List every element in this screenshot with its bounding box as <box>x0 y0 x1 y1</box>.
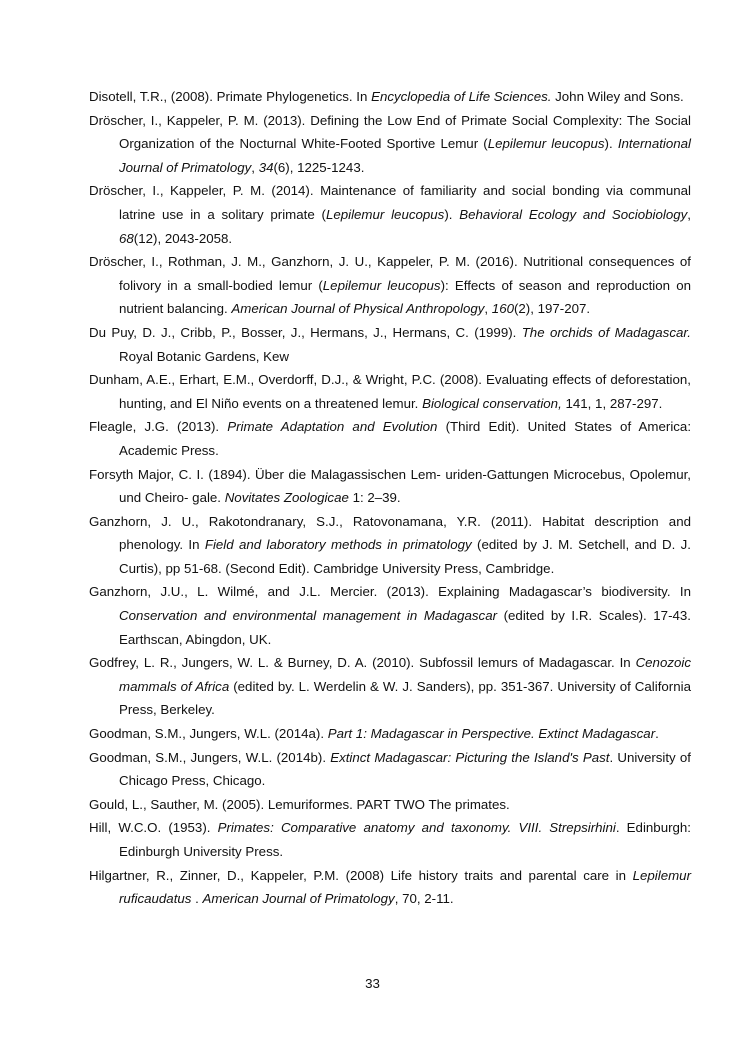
reference-entry <box>89 722 691 746</box>
reference-list <box>89 85 691 911</box>
reference-italic-text: Lepilemur leucopus <box>322 277 441 293</box>
reference-italic-text: Lepilemur leucopus <box>325 206 445 222</box>
reference-text: Disotell, T.R., (2008). Primate Phylogenetics. In <box>89 89 372 104</box>
reference-text: . Edinburgh: Edinburgh University Press. <box>119 820 691 859</box>
reference-text: Du Puy, D. J., Cribb, P., Bosser, J., Hermans, J., Hermans, C. (1999). <box>89 324 522 340</box>
reference-italic-text: Encyclopedia of Life Sciences. <box>371 89 552 104</box>
reference-italic-text: Extinct Madagascar: Picturing the Island's Past <box>330 749 610 765</box>
reference-text: John Wiley and Sons. <box>551 89 684 104</box>
reference-entry <box>89 85 691 109</box>
reference-italic-text: The orchids of Madagascar. <box>521 324 691 340</box>
reference-text: Hill, W.C.O. (1953). <box>89 820 218 836</box>
reference-entry <box>89 179 691 250</box>
reference-text: Dröscher, I., Kappeler, P. M. (2013). Defining the Low End of Primate Social Complexity: The Social Organization of the Nocturnal White-Footed Sportive Lemur ( <box>89 112 691 152</box>
reference-text: ). <box>604 136 618 152</box>
reference-text: Hilgartner, R., Zinner, D., Kappeler, P.M. (2008) Life history traits and parental care in <box>89 867 633 883</box>
reference-text: (6), 1225-1243. <box>273 159 365 175</box>
reference-text: Dröscher, I., Kappeler, P. M. (2014). Maintenance of familiarity and social bonding via communal latrine use in a solitary primate ( <box>89 183 691 222</box>
reference-text: (2), 197-207. <box>513 301 591 317</box>
reference-entry <box>89 864 691 911</box>
reference-entry <box>89 651 691 722</box>
reference-italic-text: American Journal of Physical Anthropology <box>231 301 485 317</box>
reference-text: ): Effects of season and reproduction on nutrient balancing. <box>119 277 691 317</box>
reference-entry <box>89 580 691 651</box>
reference-text: , <box>484 301 492 317</box>
reference-italic-text: Part 1: Madagascar in Perspective. Extinct Madagascar <box>327 726 656 742</box>
reference-italic-text: International Journal of Primatology <box>119 136 691 175</box>
reference-italic-text: Field and laboratory methods in primatology <box>204 537 472 553</box>
reference-text: Royal Botanic Gardens, Kew <box>119 348 289 364</box>
reference-text: Goodman, S.M., Jungers, W.L. (2014b). <box>89 749 331 765</box>
reference-text: Forsyth Major, C. I. (1894). Über die Malagassischen Lem- uriden-Gattungen Microcebus, Opolemur, und Cheiro- gale. <box>89 466 691 506</box>
reference-text: Dröscher, I., Rothman, J. M., Ganzhorn, J. U., Kappeler, P. M. (2016). Nutritional consequences of folivory in a small-bodied lemur ( <box>89 254 691 293</box>
reference-text: . <box>655 726 659 742</box>
reference-text: (edited by. L. Werdelin & W. J. Sanders), pp. 351-367. University of California Press, Berkeley. <box>119 678 691 718</box>
page-number: 33 <box>365 976 380 991</box>
reference-text: (edited by I.R. Scales). 17-43. Earthscan, Abingdon, UK. <box>119 608 691 647</box>
reference-entry <box>89 746 691 793</box>
reference-text: , <box>687 206 691 222</box>
reference-italic-text: Biological conservation, <box>422 395 562 411</box>
reference-italic-text: Cenozoic mammals of Africa <box>119 655 691 694</box>
reference-text: . <box>191 891 203 907</box>
reference-italic-text: Primates: Comparative anatomy and taxonomy. VIII. Strepsirhini <box>217 820 616 836</box>
reference-entry <box>89 321 691 368</box>
reference-entry <box>89 510 691 581</box>
reference-text: Fleagle, J.G. (2013). <box>89 419 228 435</box>
reference-italic-text: Behavioral Ecology and Sociobiology <box>459 206 688 222</box>
reference-entry <box>89 816 691 863</box>
reference-text: Ganzhorn, J. U., Rakotondranary, S.J., Ratovonamana, Y.R. (2011). Habitat description and phenology. In <box>89 513 691 553</box>
reference-text: Dunham, A.E., Erhart, E.M., Overdorff, D.J., & Wright, P.C. (2008). Evaluating effects of deforestation, hunting, and El Niño events on a threatened lemur. <box>89 372 691 411</box>
reference-text: Ganzhorn, J.U., L. Wilmé, and J.L. Mercier. (2013). Explaining Madagascar’s biodiversity. In <box>89 584 691 600</box>
reference-text: , 70, 2-11. <box>394 891 454 907</box>
reference-text: , <box>251 159 259 175</box>
reference-entry <box>89 463 691 510</box>
reference-text: 1: 2–39. <box>348 490 401 506</box>
reference-italic-text: 160 <box>491 301 514 317</box>
reference-text: . University of Chicago Press, Chicago. <box>119 749 691 789</box>
reference-entry <box>89 415 691 462</box>
reference-italic-text: American Journal of Primatology <box>202 891 395 907</box>
reference-text: Godfrey, L. R., Jungers, W. L. & Burney, D. A. (2010). Subfossil lemurs of Madagascar. In <box>89 655 636 671</box>
reference-italic-text: Lepilemur leucopus <box>487 136 605 152</box>
reference-text: (Third Edit). United States of America: Academic Press. <box>119 419 692 458</box>
reference-text: 141, 1, 287-297. <box>561 395 663 411</box>
reference-italic-text: Conservation and environmental management in Madagascar <box>119 608 498 624</box>
reference-italic-text: Primate Adaptation and Evolution <box>227 419 438 435</box>
reference-text: (12), 2043-2058. <box>133 230 233 246</box>
reference-italic-text: Lepilemur ruficaudatus <box>119 867 691 907</box>
reference-entry <box>89 250 691 321</box>
reference-italic-text: 68 <box>119 230 134 246</box>
reference-italic-text: Novitates Zoologicae <box>224 490 349 506</box>
reference-italic-text: 34 <box>258 159 274 175</box>
reference-text: (edited by J. M. Setchell, and D. J. Curtis), pp 51-68. (Second Edit). Cambridge University Press, Cambridge. <box>119 537 691 576</box>
reference-entry <box>89 368 691 415</box>
reference-text: ). <box>444 206 460 222</box>
reference-text: Gould, L., Sauther, M. (2005). Lemuriformes. PART TWO The primates. <box>89 796 510 812</box>
reference-entry <box>89 109 691 180</box>
reference-text: Goodman, S.M., Jungers, W.L. (2014a). <box>89 726 328 742</box>
reference-entry <box>89 793 691 817</box>
